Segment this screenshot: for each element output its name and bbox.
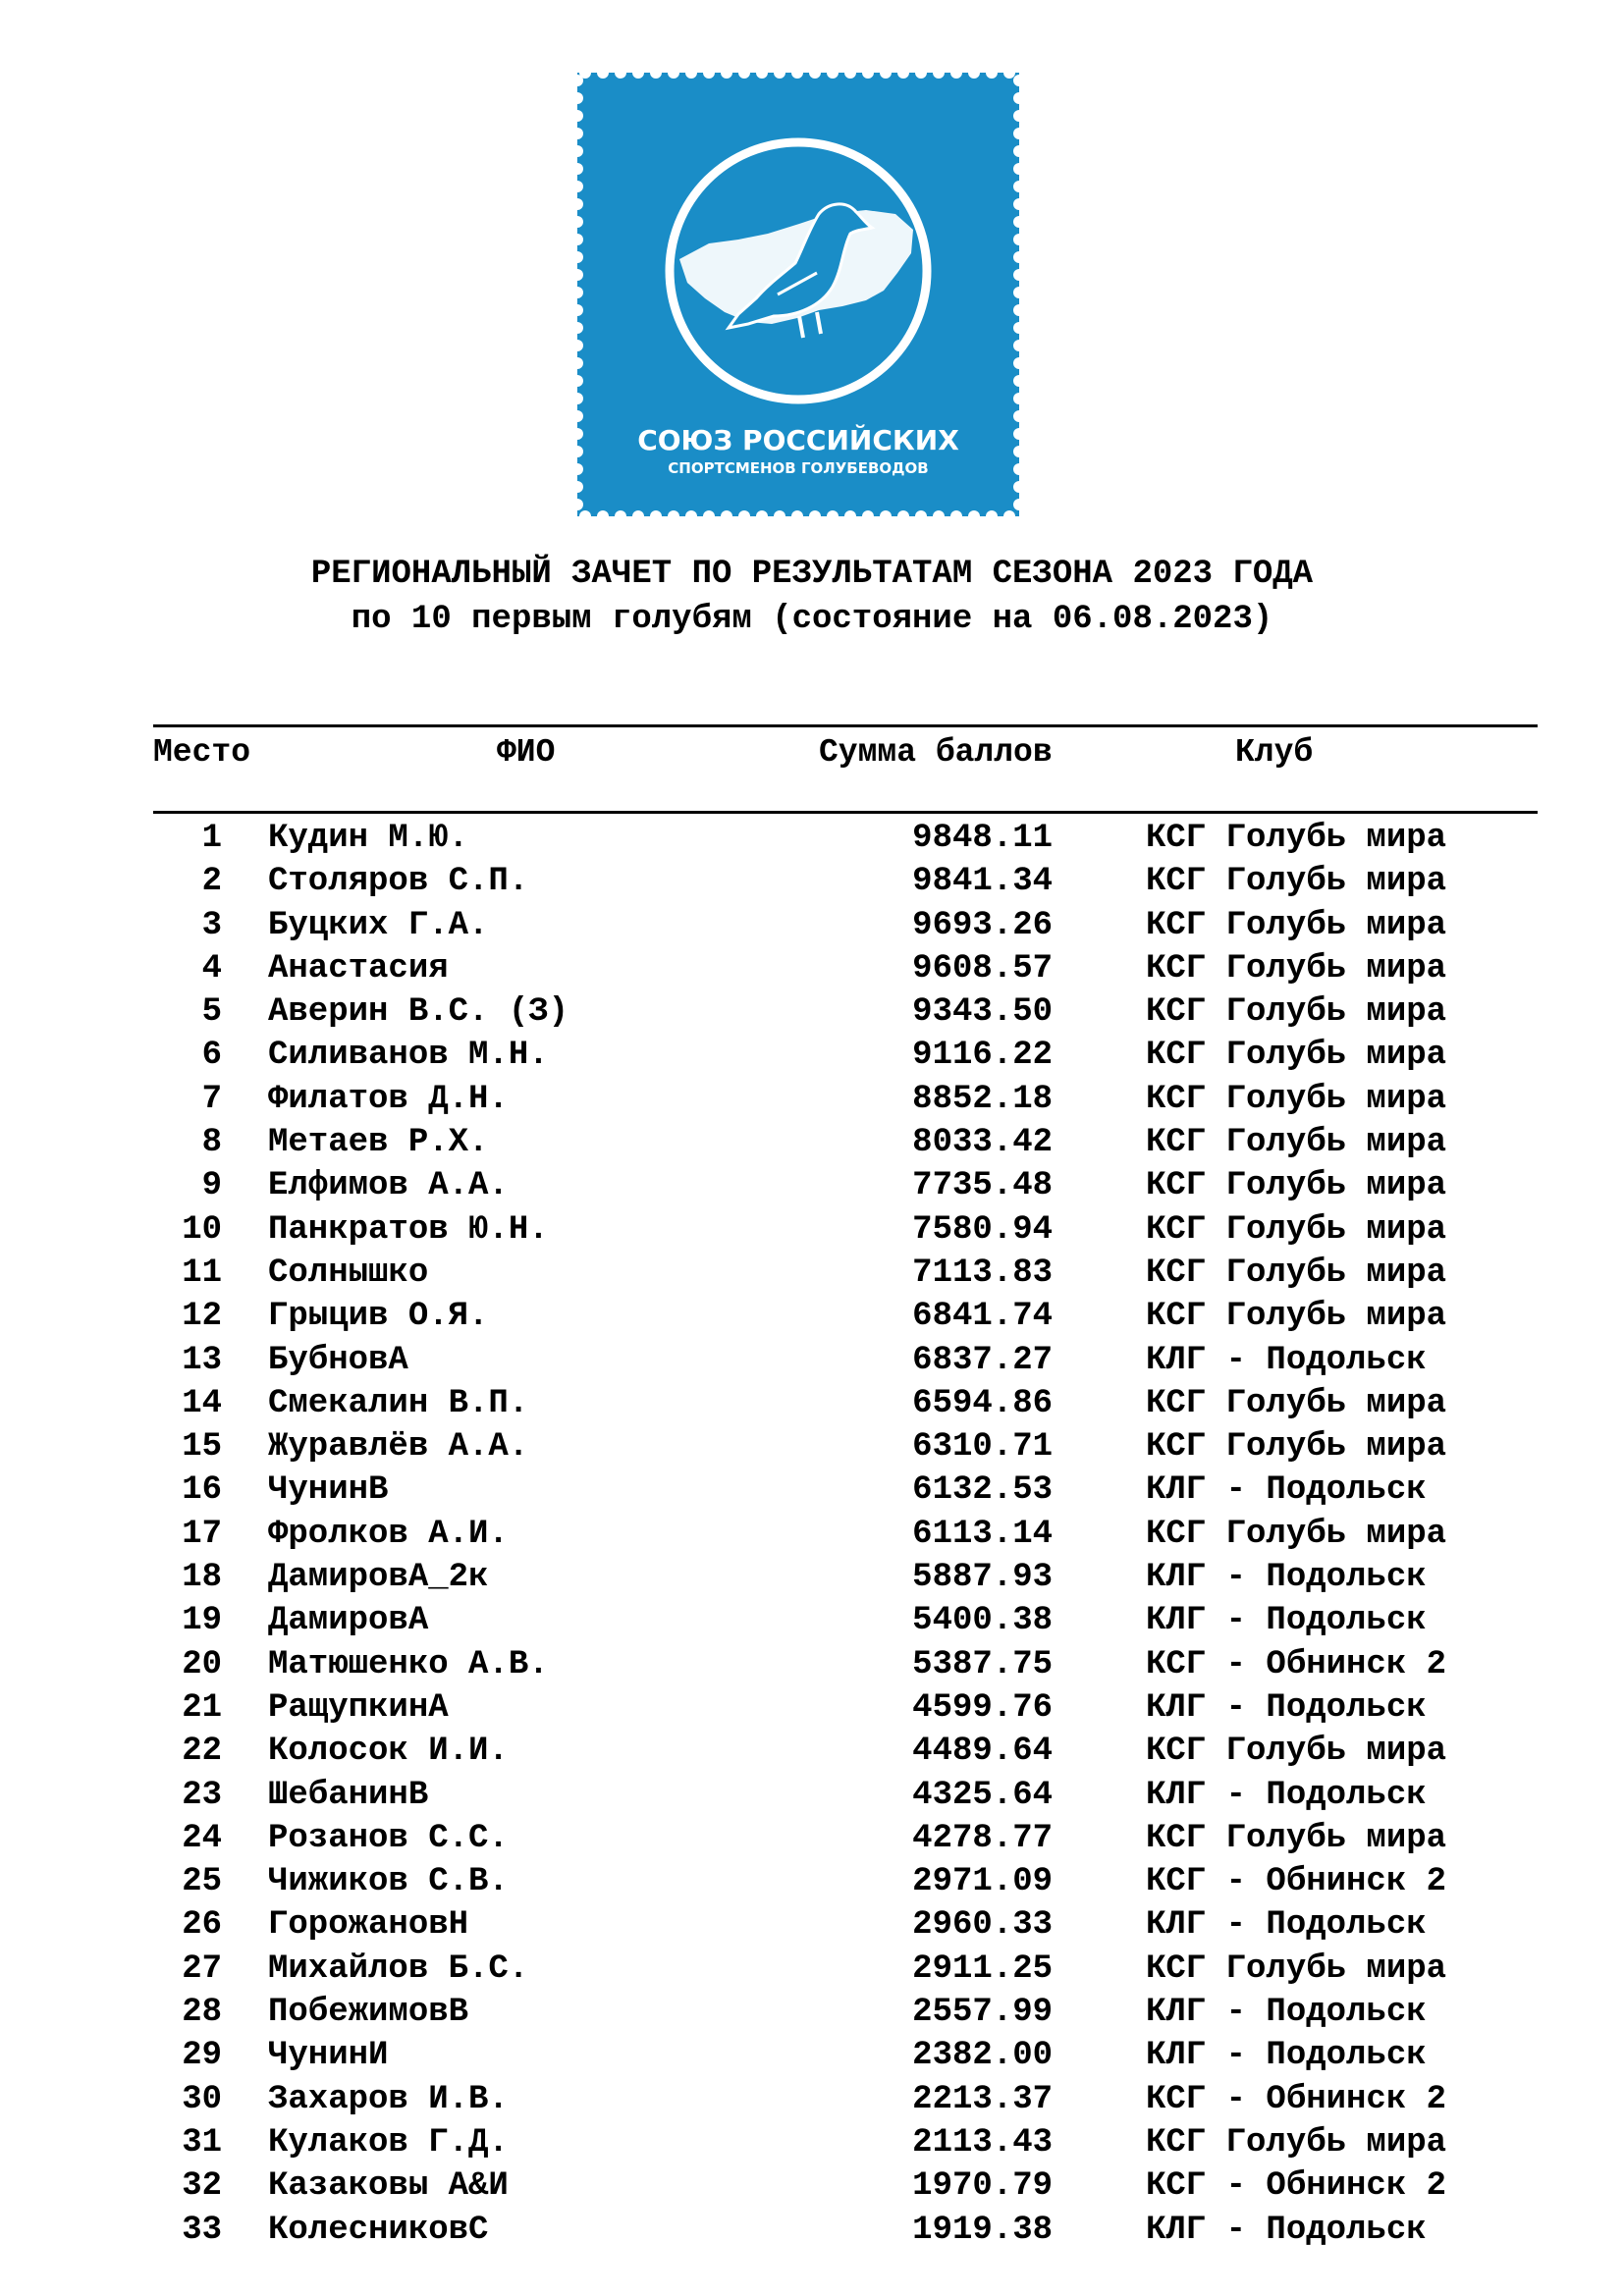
row-score: 9693.26	[912, 906, 1053, 944]
row-place: 33	[182, 2211, 222, 2249]
row-score: 7113.83	[912, 1254, 1053, 1292]
row-name: Столяров С.П.	[268, 863, 529, 901]
row-score: 4325.64	[912, 1776, 1053, 1814]
row-name: ШебанинВ	[268, 1776, 429, 1814]
row-name: Буцких Г.А.	[268, 906, 489, 944]
row-club: КСГ Голубь мира	[1146, 1167, 1447, 1205]
table-row	[0, 905, 1624, 948]
header-club: Клуб	[1235, 734, 1314, 771]
row-score: 7735.48	[912, 1167, 1053, 1205]
row-club: КСГ Голубь мира	[1146, 1384, 1447, 1422]
row-club: КСГ Голубь мира	[1146, 1254, 1447, 1292]
row-place: 23	[182, 1776, 222, 1814]
row-place: 30	[182, 2080, 222, 2118]
table-row	[0, 1949, 1624, 1992]
row-score: 5400.38	[912, 1602, 1053, 1640]
table-row	[0, 1731, 1624, 1774]
row-club: КСГ Голубь мира	[1146, 863, 1447, 901]
row-score: 2971.09	[912, 1863, 1053, 1901]
table-row	[0, 1296, 1624, 1339]
row-place: 25	[182, 1863, 222, 1901]
row-club: КСГ Голубь мира	[1146, 1037, 1447, 1075]
table-top-rule	[153, 724, 1538, 727]
row-name: ЧунинВ	[268, 1471, 389, 1510]
row-club: КЛГ - Подольск	[1146, 2211, 1427, 2249]
page-subtitle: по 10 первым голубям (состояние на 06.08.2023)	[351, 601, 1273, 638]
row-name: Чижиков С.В.	[268, 1863, 509, 1901]
row-name: Метаев Р.Х.	[268, 1124, 489, 1162]
row-score: 6310.71	[912, 1428, 1053, 1467]
row-place: 20	[182, 1645, 222, 1683]
row-name: КолесниковС	[268, 2211, 489, 2249]
row-name: ПобежимовВ	[268, 1994, 469, 2032]
row-place: 17	[182, 1515, 222, 1553]
table-row	[0, 1079, 1624, 1122]
table-row	[0, 1557, 1624, 1600]
row-club: КЛГ - Подольск	[1146, 1602, 1427, 1640]
row-club: КЛГ - Подольск	[1146, 1559, 1427, 1597]
row-name: Михайлов Б.С.	[268, 1949, 529, 1988]
table-row	[0, 1514, 1624, 1557]
page-title: РЕГИОНАЛЬНЫЙ ЗАЧЕТ ПО РЕЗУЛЬТАТАМ СЕЗОНА 2023 ГОДА	[310, 556, 1314, 593]
row-name: Розанов С.С.	[268, 1819, 509, 1857]
row-name: БубновА	[268, 1341, 408, 1379]
row-club: КСГ - Обнинск 2	[1146, 2167, 1447, 2206]
row-name: Солнышко	[268, 1254, 429, 1292]
row-name: ДамировА	[268, 1602, 429, 1640]
row-score: 6837.27	[912, 1341, 1053, 1379]
row-club: КСГ Голубь мира	[1146, 820, 1447, 857]
table-row	[0, 861, 1624, 904]
row-score: 1970.79	[912, 2167, 1053, 2206]
row-name: Матюшенко А.В.	[268, 1645, 549, 1683]
table-row	[0, 1600, 1624, 1643]
row-club: КЛГ - Подольск	[1146, 1471, 1427, 1510]
row-club: КЛГ - Подольск	[1146, 1994, 1427, 2032]
row-club: КСГ Голубь мира	[1146, 949, 1447, 988]
row-score: 4278.77	[912, 1819, 1053, 1857]
row-score: 2960.33	[912, 1906, 1053, 1945]
row-name: Фролков А.И.	[268, 1515, 509, 1553]
table-row	[0, 1209, 1624, 1253]
row-place: 15	[182, 1428, 222, 1467]
table-row	[0, 991, 1624, 1035]
row-name: Колосок И.И.	[268, 1733, 509, 1771]
row-club: КСГ Голубь мира	[1146, 1080, 1447, 1118]
row-club: КЛГ - Подольск	[1146, 2037, 1427, 2075]
row-place: 32	[182, 2167, 222, 2206]
table-row	[0, 2122, 1624, 2165]
row-club: КСГ Голубь мира	[1146, 906, 1447, 944]
row-club: КЛГ - Подольск	[1146, 1688, 1427, 1727]
row-score: 6113.14	[912, 1515, 1053, 1553]
table-row	[0, 1818, 1624, 1861]
row-name: Казаковы А&И	[268, 2167, 509, 2206]
row-club: КСГ Голубь мира	[1146, 1298, 1447, 1336]
row-club: КСГ Голубь мира	[1146, 993, 1447, 1032]
row-name: Филатов Д.Н.	[268, 1080, 509, 1118]
row-place: 21	[182, 1688, 222, 1727]
header-score: Сумма баллов	[819, 734, 1053, 771]
row-score: 5387.75	[912, 1645, 1053, 1683]
row-club: КСГ Голубь мира	[1146, 1949, 1447, 1988]
row-club: КСГ Голубь мира	[1146, 1819, 1447, 1857]
row-score: 9343.50	[912, 993, 1053, 1032]
table-row	[0, 1469, 1624, 1513]
row-place: 8	[201, 1124, 222, 1162]
row-name: Смекалин В.П.	[268, 1384, 529, 1422]
row-place: 28	[182, 1994, 222, 2032]
row-score: 1919.38	[912, 2211, 1053, 2249]
row-place: 18	[182, 1559, 222, 1597]
table-row	[0, 2035, 1624, 2078]
row-place: 5	[201, 993, 222, 1032]
row-place: 3	[201, 906, 222, 944]
row-score: 4599.76	[912, 1688, 1053, 1727]
row-place: 7	[201, 1080, 222, 1118]
row-score: 9848.11	[912, 820, 1053, 857]
row-club: КСГ - Обнинск 2	[1146, 1645, 1447, 1683]
table-row	[0, 1383, 1624, 1426]
row-name: Кулаков Г.Д.	[268, 2123, 509, 2162]
row-place: 31	[182, 2123, 222, 2162]
header-name: ФИО	[497, 734, 556, 771]
row-place: 9	[201, 1167, 222, 1205]
row-score: 2911.25	[912, 1949, 1053, 1988]
table-row	[0, 1775, 1624, 1818]
row-place: 22	[182, 1733, 222, 1771]
row-score: 6841.74	[912, 1298, 1053, 1336]
logo	[571, 67, 1025, 522]
row-name: Елфимов А.А.	[268, 1167, 509, 1205]
results-table	[0, 818, 1624, 2253]
table-row	[0, 1253, 1624, 1296]
row-score: 8852.18	[912, 1080, 1053, 1118]
table-row	[0, 1122, 1624, 1165]
row-name: Силиванов М.Н.	[268, 1037, 549, 1075]
row-name: Кудин М.Ю.	[268, 820, 469, 857]
table-row	[0, 2165, 1624, 2209]
row-club: КЛГ - Подольск	[1146, 1341, 1427, 1379]
table-row	[0, 1992, 1624, 2035]
row-place: 26	[182, 1906, 222, 1945]
table-row	[0, 1426, 1624, 1469]
row-club: КСГ Голубь мира	[1146, 1210, 1447, 1249]
row-name: Анастасия	[268, 949, 449, 988]
row-name: РащупкинА	[268, 1688, 449, 1727]
table-row	[0, 1644, 1624, 1687]
row-place: 11	[182, 1254, 222, 1292]
table-header-rule	[153, 811, 1538, 814]
row-score: 9841.34	[912, 863, 1053, 901]
row-score: 8033.42	[912, 1124, 1053, 1162]
row-club: КЛГ - Подольск	[1146, 1776, 1427, 1814]
table-row	[0, 2210, 1624, 2253]
row-name: Аверин В.С. (З)	[268, 993, 569, 1032]
row-club: КСГ - Обнинск 2	[1146, 1863, 1447, 1901]
row-score: 9608.57	[912, 949, 1053, 988]
logo-text-line1: СОЮЗ РОССИЙСКИХ	[637, 424, 959, 456]
row-club: КСГ Голубь мира	[1146, 1515, 1447, 1553]
row-score: 2382.00	[912, 2037, 1053, 2075]
row-place: 19	[182, 1602, 222, 1640]
table-row	[0, 1904, 1624, 1948]
row-place: 16	[182, 1471, 222, 1510]
row-name: ГорожановН	[268, 1906, 469, 1945]
row-club: КСГ Голубь мира	[1146, 1733, 1447, 1771]
row-name: ДамировА_2к	[268, 1559, 489, 1597]
row-club: КЛГ - Подольск	[1146, 1906, 1427, 1945]
row-club: КСГ Голубь мира	[1146, 2123, 1447, 2162]
row-score: 5887.93	[912, 1559, 1053, 1597]
table-row	[0, 2079, 1624, 2122]
row-name: Журавлёв А.А.	[268, 1428, 529, 1467]
row-name: Грыцив О.Я.	[268, 1298, 489, 1336]
row-place: 12	[182, 1298, 222, 1336]
logo-text-line2: СПОРТСМЕНОВ ГОЛУБЕВОДОВ	[668, 459, 929, 477]
table-row	[0, 1861, 1624, 1904]
row-place: 6	[201, 1037, 222, 1075]
row-score: 2113.43	[912, 2123, 1053, 2162]
row-name: ЧунинИ	[268, 2037, 389, 2075]
row-score: 6132.53	[912, 1471, 1053, 1510]
row-place: 27	[182, 1949, 222, 1988]
table-row	[0, 1340, 1624, 1383]
table-row	[0, 1165, 1624, 1208]
row-place: 24	[182, 1819, 222, 1857]
row-place: 13	[182, 1341, 222, 1379]
row-place: 4	[201, 949, 222, 988]
row-club: КСГ - Обнинск 2	[1146, 2080, 1447, 2118]
table-row	[0, 948, 1624, 991]
row-place: 2	[201, 863, 222, 901]
header-place: Место	[153, 734, 251, 771]
row-name: Панкратов Ю.Н.	[268, 1210, 549, 1249]
row-score: 2213.37	[912, 2080, 1053, 2118]
row-club: КСГ Голубь мира	[1146, 1428, 1447, 1467]
row-score: 9116.22	[912, 1037, 1053, 1075]
table-row	[0, 1035, 1624, 1078]
row-score: 4489.64	[912, 1733, 1053, 1771]
row-score: 6594.86	[912, 1384, 1053, 1422]
row-score: 7580.94	[912, 1210, 1053, 1249]
row-name: Захаров И.В.	[268, 2080, 509, 2118]
row-score: 2557.99	[912, 1994, 1053, 2032]
table-row	[0, 818, 1624, 861]
row-place: 10	[182, 1210, 222, 1249]
row-place: 14	[182, 1384, 222, 1422]
row-place: 1	[201, 820, 222, 857]
row-club: КСГ Голубь мира	[1146, 1124, 1447, 1162]
table-row	[0, 1687, 1624, 1731]
row-place: 29	[182, 2037, 222, 2075]
